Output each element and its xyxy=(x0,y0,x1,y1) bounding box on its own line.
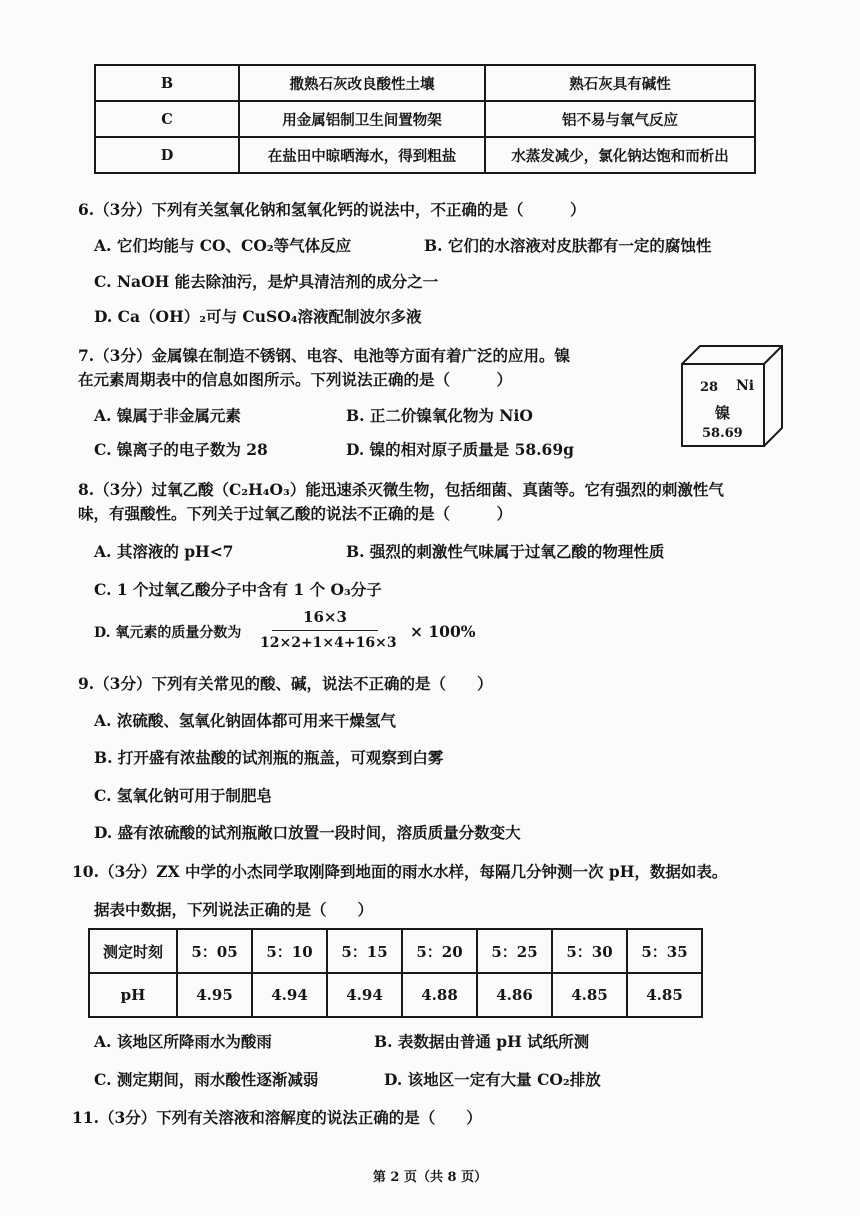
question-6-option-d: D. Ca（OH）₂可与 CuSO₄溶液配制波尔多液 xyxy=(94,307,422,326)
question-8-option-b: B. 强烈的刺激性气味属于过氧乙酸的物理性质 xyxy=(346,542,665,561)
formula-suffix: × 100% xyxy=(410,622,476,641)
row-action: 在盐田中晾晒海水，得到粗盐 xyxy=(239,137,485,173)
formula-denominator: 12×2+1×4+16×3 xyxy=(260,635,397,651)
ph-table xyxy=(88,928,703,1018)
question-10-option-c: C. 测定期间，雨水酸性逐渐减弱 xyxy=(94,1070,319,1089)
table-row xyxy=(95,101,755,137)
question-9-option-d: D. 盛有浓硫酸的试剂瓶敞口放置一段时间，溶质质量分数变大 xyxy=(94,823,521,842)
question-9-stem: 9.（3分）下列有关常见的酸、碱，说法不正确的是（ ） xyxy=(78,674,493,693)
question-7-option-c: C. 镍离子的电子数为 28 xyxy=(94,440,268,459)
question-8-stem-line2: 味，有强酸性。下列关于过氧乙酸的说法不正确的是（ ） xyxy=(78,504,513,523)
question-7-option-d: D. 镍的相对原子质量是 58.69g xyxy=(346,440,574,459)
time-cell: 5：35 xyxy=(627,929,702,973)
question-7-option-a: A. 镍属于非金属元素 xyxy=(94,406,241,425)
row-key: D xyxy=(95,137,239,173)
question-7-option-b: B. 正二价镍氧化物为 NiO xyxy=(346,406,533,425)
question-8-stem-line1: 8.（3分）过氧乙酸（C₂H₄O₃）能迅速杀灭微生物，包括细菌、真菌等。它有强烈的刺激性气 xyxy=(78,480,724,499)
ph-cell: 4.94 xyxy=(252,973,327,1017)
question-9-option-a: A. 浓硫酸、氢氧化钠固体都可用来干燥氢气 xyxy=(94,711,396,730)
question-6-stem: 6.（3分）下列有关氢氧化钠和氢氧化钙的说法中，不正确的是（ ） xyxy=(78,200,586,219)
question-10-option-a: A. 该地区所降雨水为酸雨 xyxy=(94,1032,272,1051)
table-row xyxy=(89,929,702,973)
mass-fraction-formula xyxy=(260,608,397,651)
ph-cell: 4.86 xyxy=(477,973,552,1017)
question-10-option-d: D. 该地区一定有大量 CO₂排放 xyxy=(384,1070,601,1089)
row-action: 用金属铝制卫生间置物架 xyxy=(239,101,485,137)
row-reason: 水蒸发减少，氯化钠达饱和而析出 xyxy=(485,137,755,173)
page-footer: 第 2 页（共 8 页） xyxy=(372,1170,488,1185)
ph-cell: 4.85 xyxy=(627,973,702,1017)
element-name: 镍 xyxy=(715,404,731,422)
ph-cell: 4.88 xyxy=(402,973,477,1017)
question-9-option-c: C. 氢氧化钠可用于制肥皂 xyxy=(94,786,272,805)
row-key: C xyxy=(95,101,239,137)
question-11-stem: 11.（3分）下列有关溶液和溶解度的说法正确的是（ ） xyxy=(72,1108,482,1127)
question-6-option-a: A. 它们均能与 CO、CO₂等气体反应 xyxy=(94,236,352,255)
row-key: B xyxy=(95,65,239,101)
question-8-option-a: A. 其溶液的 pH<7 xyxy=(94,542,234,561)
time-cell: 5：25 xyxy=(477,929,552,973)
row-reason: 熟石灰具有碱性 xyxy=(485,65,755,101)
row-action: 撒熟石灰改良酸性土壤 xyxy=(239,65,485,101)
atomic-mass: 58.69 xyxy=(702,426,743,441)
table-row xyxy=(89,973,702,1017)
formula-numerator: 16×3 xyxy=(303,608,347,626)
options-table xyxy=(94,64,756,174)
atomic-number: 28 xyxy=(700,380,719,395)
time-cell: 5：05 xyxy=(177,929,252,973)
time-cell: 5：20 xyxy=(402,929,477,973)
time-cell: 5：15 xyxy=(327,929,402,973)
table-row xyxy=(95,65,755,101)
question-8-option-c: C. 1 个过氧乙酸分子中含有 1 个 O₃分子 xyxy=(94,580,382,599)
question-10-option-b: B. 表数据由普通 pH 试纸所测 xyxy=(374,1032,590,1051)
table-row xyxy=(95,137,755,173)
row-reason: 铝不易与氧气反应 xyxy=(485,101,755,137)
time-cell: 5：10 xyxy=(252,929,327,973)
question-9-option-b: B. 打开盛有浓盐酸的试剂瓶的瓶盖，可观察到白雾 xyxy=(94,748,444,767)
ph-header: pH xyxy=(89,973,177,1017)
fraction-bar xyxy=(272,630,378,631)
time-header: 测定时刻 xyxy=(89,929,177,973)
periodic-table-cell xyxy=(680,344,784,448)
question-8-option-d: D. 氧元素的质量分数为 xyxy=(94,625,242,641)
ph-cell: 4.95 xyxy=(177,973,252,1017)
question-10-stem-line1: 10.（3分）ZX 中学的小杰同学取刚降到地面的雨水水样，每隔几分钟测一次 pH，数据如表。 xyxy=(72,862,728,881)
question-7-stem-line1: 7.（3分）金属镍在制造不锈钢、电容、电池等方面有着广泛的应用。镍 xyxy=(78,346,570,365)
ph-cell: 4.94 xyxy=(327,973,402,1017)
question-7-stem-line2: 在元素周期表中的信息如图所示。下列说法正确的是（ ） xyxy=(78,370,513,389)
question-6-option-b: B. 它们的水溶液对皮肤都有一定的腐蚀性 xyxy=(424,236,712,255)
question-6-option-c: C. NaOH 能去除油污，是炉具清洁剂的成分之一 xyxy=(94,272,439,291)
question-10-stem-line2: 据表中数据，下列说法正确的是（ ） xyxy=(94,900,374,919)
element-symbol: Ni xyxy=(736,378,755,394)
ph-cell: 4.85 xyxy=(552,973,627,1017)
time-cell: 5：30 xyxy=(552,929,627,973)
